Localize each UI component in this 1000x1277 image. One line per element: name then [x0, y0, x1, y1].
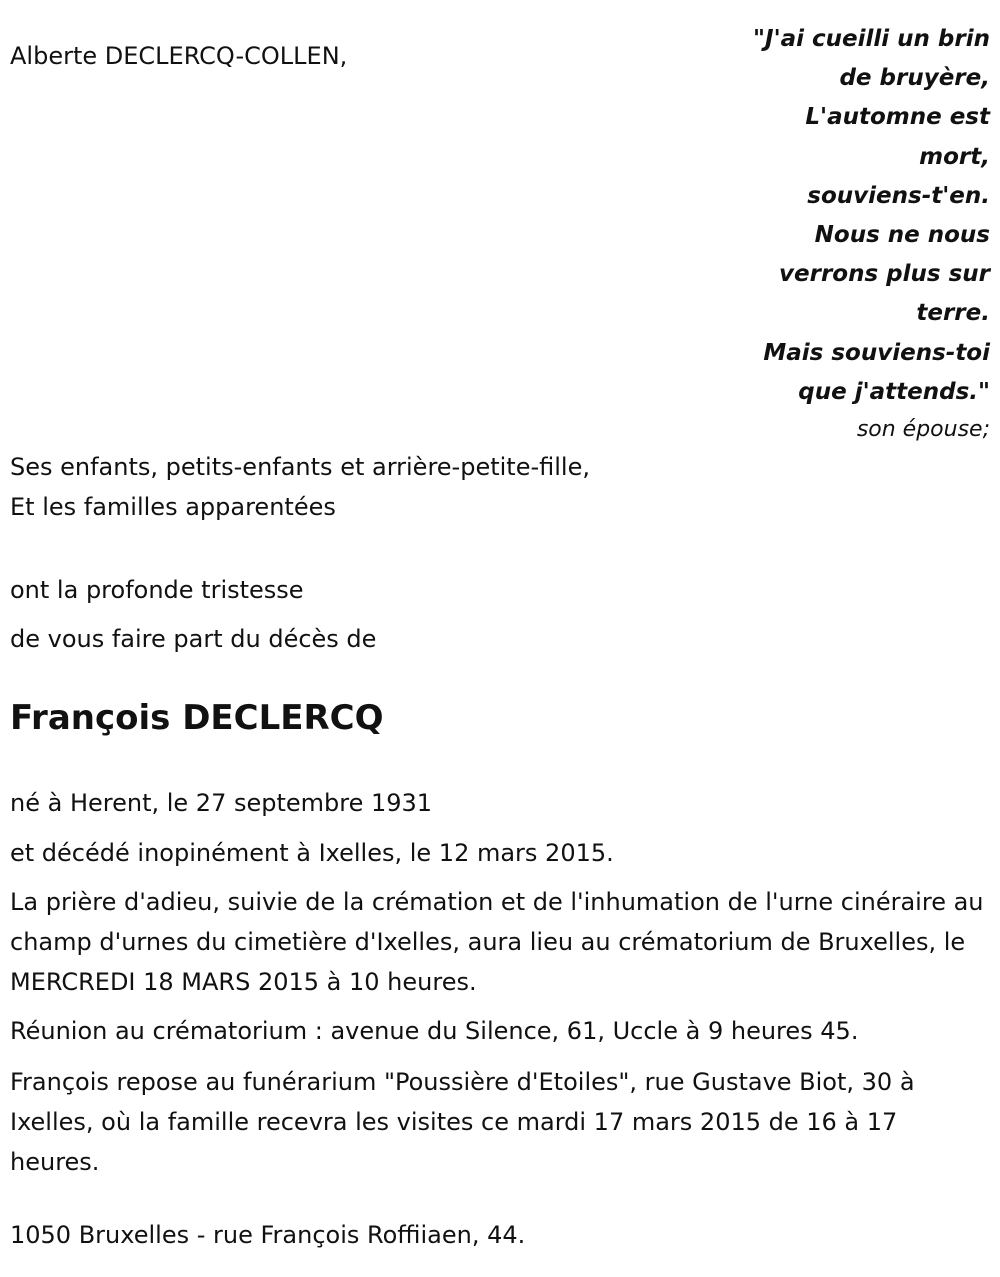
poem-quote — [730, 20, 990, 448]
birth-info: né à Herent, le 27 septembre 1931 — [10, 789, 433, 817]
announcement-line: ont la profonde tristesse — [10, 576, 304, 604]
spouse-name: Alberte DECLERCQ-COLLEN, — [10, 42, 348, 70]
ceremony-info: La prière d'adieu, suivie de la crémation et de l'inhumation de l'urne cinéraire au champ d'urnes du cimetière d'Ixelles, aura lieu au crématorium de Bruxelles, le MERCREDI 18 MARS 2015 à 10 heures. — [10, 888, 984, 996]
visitation-info: François repose au funérarium "Poussière d'Etoiles", rue Gustave Biot, 30 à Ixelles, où la famille recevra les visites ce mardi 17 mars 2015 de 16 à 17 heures. — [10, 1068, 915, 1176]
poem-line: que j'attends." — [798, 378, 990, 405]
announcement-line: de vous faire part du décès de — [10, 625, 377, 653]
poem-line: de bruyère, — [839, 65, 990, 92]
poem-line: Mais souviens-toi — [763, 339, 990, 366]
deceased-name: François DECLERCQ — [10, 698, 384, 738]
family-line: Ses enfants, petits-enfants et arrière-petite-fille, — [10, 453, 590, 481]
poem-signature: son épouse; — [856, 417, 990, 443]
family-list — [10, 447, 990, 527]
address: 1050 Bruxelles - rue François Roffiiaen, 44. — [10, 1221, 526, 1249]
poem-line: terre. — [916, 300, 990, 327]
announcement — [10, 566, 990, 664]
family-line: Et les familles apparentées — [10, 493, 336, 521]
poem-line: L'automne est — [805, 104, 990, 131]
poem-line: Nous ne nous — [814, 222, 990, 249]
poem-line: verrons plus sur — [779, 261, 990, 288]
poem-line: "J'ai cueilli un brin — [753, 26, 990, 52]
poem-line: mort, — [919, 143, 990, 170]
meeting-info: Réunion au crématorium : avenue du Silence, 61, Uccle à 9 heures 45. — [10, 1017, 859, 1045]
poem-line: souviens-t'en. — [807, 182, 990, 209]
death-info: et décédé inopinément à Ixelles, le 12 mars 2015. — [10, 839, 614, 867]
